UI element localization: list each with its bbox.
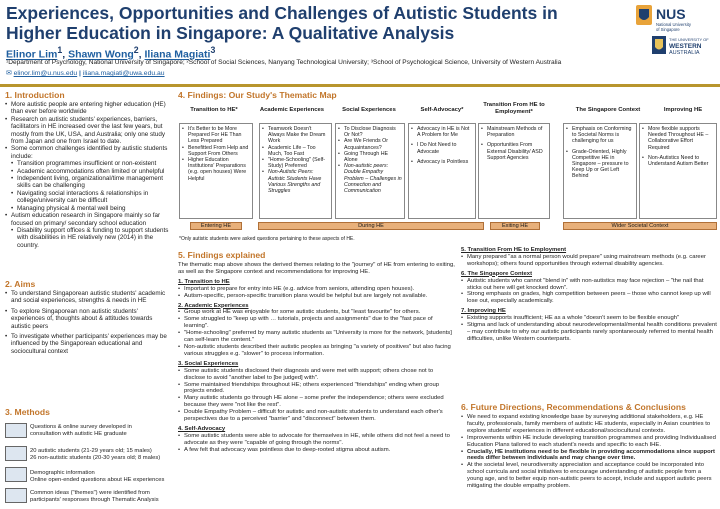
subsection-title: 4. Self-Advocacy (178, 425, 226, 432)
email-icon: ✉ (6, 70, 14, 77)
intro-sub-bullet: • Independent living, organizational/time management skills can be challenging (5, 175, 171, 190)
finding-bullet: • Important to prepare for entry into HE (e.g. advice from seniors, attending open houses). (178, 286, 456, 293)
map-cell-self-advocacy (408, 123, 476, 219)
finding-bullet: • Non-autistic students described their autistic peoples as bringing "a variety of positives" but also facing various struggles e.g. "slower" to process information. (178, 344, 456, 358)
students-icon (5, 446, 27, 461)
methods-text: 26 non-autistic students (20-30 years old; 8 males) (30, 454, 161, 461)
map-item: • Teamwork Doesn't Always Make the Dream Work (262, 126, 329, 145)
nus-logo (636, 3, 718, 33)
uwa-logo-line3: AUSTRALIA (669, 50, 700, 56)
map-cell-academic (259, 123, 332, 219)
map-item: • To Disclose Diagnosis Or Not? (338, 126, 402, 138)
aims-bullet: • To understand Singaporean autistic students' academic and social experiences, strengths & needs in HE (5, 290, 171, 305)
nus-logo-sub1: National University (656, 22, 691, 27)
finding-bullet: • Some struggled to "keep up with … tutorials, projects and assignments" due to the "fast pace of learning". (178, 316, 456, 330)
finding-bullet: • Autism-specific, person-specific transition plans would be helpful but are largely not available. (178, 293, 456, 300)
subsection-title: 7. Improving HE (461, 308, 506, 315)
uwa-logo (652, 34, 718, 56)
map-item: • Emphasis on Conforming to Societal Norms is challenging for us (566, 126, 634, 145)
finding-bullet: • Some autistic students were able to advocate for themselves in HE, while others did not feel a need to advocate as they were "capable of going through the norms". (178, 433, 456, 447)
map-cell-transition-from-he (478, 123, 550, 219)
intro-sub-bullet: • Managing physical & mental well being (5, 205, 171, 212)
stage-bar-entering: Entering HE (190, 222, 242, 230)
map-item: • Academic Life – Too Much, Too Fast (262, 145, 329, 157)
intro-body (5, 101, 171, 249)
author-list: Elinor Lim$^1$, Shawn Wong$^2$, Iliana Magiati$^3$ (6, 45, 216, 61)
author-3: Iliana Magiati (144, 48, 211, 61)
finding-bullet: • Strong emphasis on grades, high competition between peers – those who cannot keep up will lose out, especially academically. (461, 291, 717, 305)
future-heading: 6. Future Directions, Recommendations & Conclusions (461, 402, 686, 412)
poster-title (6, 3, 606, 43)
future-bullet: • We need to expand existing knowledge base by surveying additional stakeholders, e.g. HE faculty, professionals, family members of autistic HE students, especially in Asian countries to explore students' experiences in different educational/sociocultural contexts. (461, 414, 717, 435)
author-1-sup: 1 (57, 45, 63, 55)
methods-text: 20 autistic students (21-29 years old; 15 males) (30, 448, 152, 454)
nus-logo-sub2: of Singapore (656, 27, 680, 32)
aims-bullet: • To explore Singaporean non autistic students' experiences of, thoughts about & attitudes towards autistic peers (5, 308, 171, 330)
uwa-logo-line1: THE UNIVERSITY OF (669, 37, 709, 42)
methods-text: consultation with autistic HE graduate (30, 430, 127, 437)
map-item: • Going Through HE Alone (338, 151, 402, 163)
methods-item (30, 490, 172, 503)
methods-item (30, 424, 172, 437)
email-link-1[interactable]: elinor.lim@u.nus.edu (13, 70, 78, 77)
map-item: • Advocacy in HE is Not A Problem for Me (411, 126, 473, 138)
clipboard-icon (5, 467, 27, 482)
map-item: • "Home-Schooling" (Self-Study) Preferred (262, 157, 329, 169)
findings-map-heading: 4. Findings: Our Study's Thematic Map (178, 90, 337, 100)
map-item: • Advocacy is Pointless (411, 159, 473, 165)
title-line-2: Higher Education in Singapore: A Qualitative Analysis (6, 23, 455, 43)
map-footnote: *Only autistic students were asked questions pertaining to these aspects of HE. (179, 236, 355, 242)
author-2: Shawn Wong (68, 48, 134, 61)
aims-bullet: • To investigate whether participants' experiences may be influenced by the Singaporean educational and sociocultural context (5, 333, 171, 355)
email-link-2[interactable]: iliana.magiati@uwa.edu.au (82, 70, 165, 77)
map-header: Improving HE (663, 107, 703, 113)
affiliations: ¹Department of Psychology, National University of Singapore; ²School of Social Sciences, Nanyang Technological University; ³School of Psychological Science, University of Western Australia (6, 59, 562, 66)
subsection-title: 6. The Singapore Context (461, 270, 533, 277)
methods-text: Questions & online survey developed in (30, 424, 132, 430)
finding-bullet: • Autistic students who cannot "blend in" with non-autistics may face rejection – "the nail that sticks out here will get knocked down". (461, 278, 717, 292)
methods-text: Demographic information (30, 470, 95, 476)
intro-sub-bullet: • Navigating social interactions & relationships in college/university can be difficult (5, 190, 171, 205)
map-header: Self-Advocacy* (420, 107, 464, 113)
map-header: The Singapore Context (575, 107, 641, 113)
map-header: Transition to HE* (190, 107, 238, 113)
finding-bullet: • Many autistic students go through HE alone – some prefer the independence; others were excluded because they were "not like the rest". (178, 395, 456, 409)
finding-bullet: • A few felt that advocacy was pointless due to deep-rooted stigma about autism. (178, 447, 456, 454)
map-item: • Non-autistic peers: Double Empathy Problem – Challenges in Connection and Communication (338, 163, 402, 194)
author-2-sup: 2 (133, 45, 139, 55)
themes-icon (5, 488, 27, 503)
title-line-1: Experiences, Opportunities and Challenges of Autistic Students in (6, 3, 558, 23)
stage-bar-during: During HE (258, 222, 484, 230)
stage-bar-societal: Wider Societal Context (563, 222, 717, 230)
findings-explained-heading: 5. Findings explained (178, 250, 266, 260)
email-line (6, 69, 165, 77)
map-item: • Mainstream Methods of Preparation (481, 126, 547, 138)
nus-logo-text: NUS (656, 6, 686, 22)
map-item: • Higher Education Institutions' Preparations (e.g. open houses) Were Helpful (182, 157, 250, 182)
subsection-title: 3. Social Experiences (178, 360, 239, 367)
poster-header (0, 0, 720, 82)
subsection-title: 1. Transition to HE (178, 278, 230, 285)
methods-item (30, 448, 172, 461)
future-bullet: • Improvements within HE include developing transition programmes and providing Individualised Education Plans tailored to each student's needs and specific to each IHE. (461, 435, 717, 449)
map-cell-improving-he (639, 123, 717, 219)
intro-sub-bullet: • Academic accommodations often limited or unhelpful (5, 168, 171, 175)
finding-bullet: • Some maintained friendships throughout HE; others experienced "friendships" ending when group projects ended. (178, 382, 456, 396)
map-item: • Non-Autistic Peers: Autistic Students Have Various Strengths and Struggles (262, 169, 329, 194)
intro-bullet: • Autism education research in Singapore mainly so far focused on primary/ secondary school education (5, 212, 171, 227)
finding-bullet: • Group work at HE was enjoyable for some autistic students, but "least favourite" for others. (178, 309, 456, 316)
map-header: Social Experiences (342, 107, 396, 113)
future-bullet: • Crucially, HE institutions need to be flexible in providing accommodations since support needs differ between individuals and may change over time. (461, 449, 717, 463)
finding-bullet: • Some autistic students disclosed their diagnosis and were met with support; others chose not to disclose to avoid "another label to [be judged] with". (178, 368, 456, 382)
right-findings-body (461, 247, 717, 343)
map-item: • I Do Not Need to Advocate (411, 142, 473, 154)
findings-intro: The thematic map above shows the derived themes relating to the "journey" of HE from entering to exiting, as well as the Singapore context and recommendations for improving HE. (178, 262, 455, 275)
author-3-sup: 3 (210, 45, 216, 55)
methods-text: Online open-ended questions about HE experiences (30, 476, 165, 483)
intro-heading: 1. Introduction (5, 90, 65, 100)
map-item: • Benefitted From Help and Support From Others (182, 145, 250, 157)
methods-text: Common ideas ("themes") were identified from (30, 490, 150, 496)
intro-bullet: • More autistic people are entering higher education (HE) than ever before worldwide (5, 101, 171, 116)
map-item: • It's Better to be More Prepared For HE Than Less Prepared (182, 126, 250, 145)
intro-bullet: • Research on autistic students' experiences, barriers, facilitators in HE increased over the last few years, but mostly from the UK, USA, and Australia; only one study from Japan and one from Israel to date. (5, 116, 171, 146)
subsection-title: 5. Transition From HE to Employment (461, 247, 567, 253)
map-header: Academic Experiences (259, 107, 325, 113)
map-item: • Are We Friends Or Acquaintances? (338, 138, 402, 150)
uwa-logo-line2: WESTERN (669, 43, 702, 50)
finding-bullet: • "Home-schooling" preferred by many autistic students as "University is more for the network, [students] can self-learn the content." (178, 330, 456, 344)
subsection-title: 2. Academic Experiences (178, 302, 249, 309)
email-separator: | (77, 70, 83, 77)
methods-heading: 3. Methods (5, 407, 50, 417)
author-1: Elinor Lim (6, 48, 58, 61)
survey-icon (5, 423, 27, 438)
header-divider (0, 84, 720, 87)
map-cell-social (335, 123, 405, 219)
aims-body (5, 290, 171, 355)
finding-bullet: • Many prepared "as a normal person would prepare" using mainstream methods (e.g. career workshops); others found opportunities through external disability agencies. (461, 254, 717, 268)
aims-heading: 2. Aims (5, 279, 36, 289)
map-item: • Opportunities From External Disability/ ASD Support Agencies (481, 142, 547, 161)
findings-explained-body (178, 262, 456, 454)
finding-bullet: • Double Empathy Problem – difficult for autistic and non-autistic students to understand each other's perspectives due to a perceived "barrier" and "disconnect" between them. (178, 409, 456, 423)
map-header: Transition From HE to Employment* (483, 102, 545, 115)
map-cell-transition-to-he (179, 123, 253, 219)
map-item: • More flexible supports Needed Throughout HE –Collaborative Effort Required (642, 126, 714, 151)
finding-bullet: • Existing supports insufficient; HE as a whole "doesn't seem to be flexible enough" (461, 315, 717, 322)
intro-sub-bullet: • Transition programmes insufficient or non-existent (5, 160, 171, 167)
methods-item (30, 470, 172, 483)
methods-text: participants' responses through Thematic Analysis (30, 496, 159, 503)
intro-bullet: • Some common challenges identified by autistic students include: (5, 145, 171, 160)
map-item: • Non-Autistics Need to Understand Autism Better (642, 155, 714, 167)
finding-bullet: • Stigma and lack of understanding about neurodevelopmental/mental health conditions prevalent – may contribute to why our autistic participants rarely spontaneously referred to mental health difficulties, unlike Western counterparts. (461, 322, 717, 343)
future-bullet: • At the societal level, neurodiversity appreciation and acceptance could be incorporated into school curricula and social initiatives to encourage understanding of autistic people from a young age, and to better equip non-autistic peers to accept, include and support autistic peers mitigating the double empathy problem. (461, 462, 717, 490)
future-body (461, 414, 717, 490)
map-item: • Grade-Oriented, Highly Competitive HE in Singapore – pressure to Keep Up or Get Left Behind (566, 149, 634, 180)
stage-bar-exiting: Exiting HE (490, 222, 540, 230)
map-cell-singapore-context (563, 123, 637, 219)
intro-sub-bullet: • Disability support offices & funding to support students with disabilities in HE relatively new (2014) in the country. (5, 227, 171, 249)
